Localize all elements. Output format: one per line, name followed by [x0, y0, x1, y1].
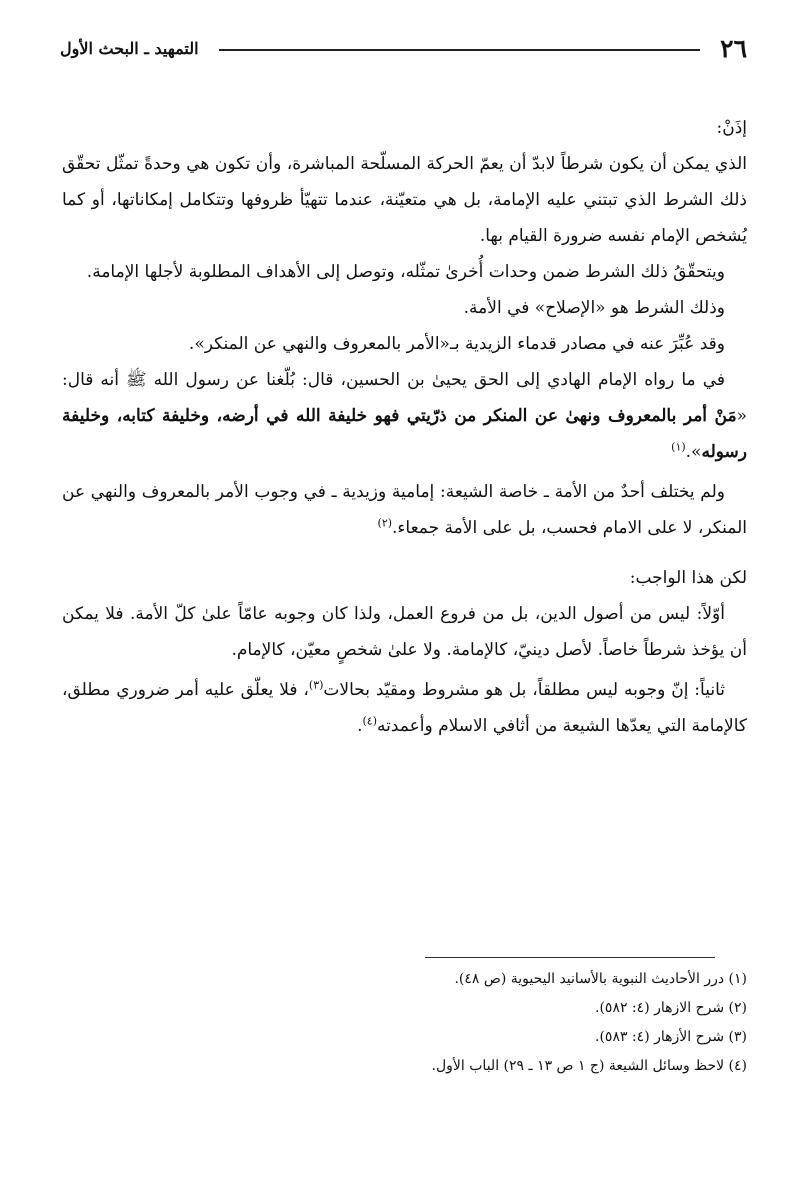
page-number: ٢٦ [720, 33, 747, 63]
hadith-quote: مَنْ أمر بالمعروف ونهىٰ عن المنكر من ذرّيتي فهو خليفة الله في أرضه، وخليفة كتابه، وخليفة رسوله [62, 406, 747, 462]
paragraph-8-text-a: ثانياً: إنّ وجوبه ليس مطلقاً، بل هو مشروط ومقيّد بحالات [323, 680, 725, 700]
paragraph-8 [62, 672, 747, 744]
paragraph-6-text: ولم يختلف أحدٌ من الأمة ـ خاصة الشيعة: إمامية وزيدية ـ في وجوب الأمر بالمعروف والنهي عن المنكر، لا على الامام فحسب، بل على الأمة جمعاء. [62, 482, 747, 538]
paragraph-7: أوّلاً: ليس من أصول الدين، بل من فروع العمل، ولذا كان وجوبه عامّاً علىٰ كلّ الأمة. فلا يمكن أن يؤخذ شرطاً خاصاً. لأصل دينيّ، كالإمامة. ولا علىٰ شخصٍ معيّن، كالإمام. [62, 604, 747, 660]
footnote-ref-4[interactable]: (٤) [362, 714, 377, 728]
paragraph-4: وقد عُبِّرَ عنه في مصادر قدماء الزيدية بـ«الأمر بالمعروف والنهي عن المنكر». [188, 334, 725, 354]
footnotes [62, 965, 747, 1081]
footnote-4: (٤) لاحظ وسائل الشيعة (ج ١ ص ١٣ ـ ٢٩) الباب الأول. [431, 1058, 747, 1074]
footnote-2: (٢) شرح الازهار (٤: ٥٨٢). [595, 1000, 747, 1016]
header-rule [219, 49, 701, 51]
page-header [60, 30, 747, 66]
running-head: التمهيد ـ البحث الأول [60, 38, 199, 58]
paragraph-2: ويتحقّقُ ذلك الشرط ضمن وحدات أُخرىٰ تمثّله، وتوصل إلى الأهداف المطلوبة لأجلها الإمامة. [86, 262, 725, 282]
footnote-ref-2[interactable]: (٢) [377, 516, 393, 530]
footnote-3: (٣) شرح الأزهار (٤: ٥٨٣). [595, 1029, 747, 1045]
paragraph-1: الذي يمكن أن يكون شرطاً لابدّ أن يعمّ الحركة المسلّحة المباشرة، وأن تكون هي وحدةً تمثّل تحقّق ذلك الشرط الذي تبتني عليه الإمامة، بل هي متعيّنة، عندما تتهيّأ ظروفها وتتكامل إمكاناتها، أو كما يُشخص الإمام نفسه ضرورة القيام بها. [62, 154, 747, 246]
heading-idhan: إذَنْ: [716, 118, 747, 138]
paragraph-5 [62, 362, 747, 470]
heading-wajib: لكن هذا الواجب: [629, 568, 747, 588]
footnote-1: (١) درر الأحاديث النبوية بالأسانيد اليحيوية (ص ٤٨). [454, 971, 747, 987]
main-text [62, 110, 747, 744]
footnote-ref-3[interactable]: (٣) [308, 678, 324, 692]
paragraph-3: وذلك الشرط هو «الإصلاح» في الأمة. [463, 298, 725, 318]
paragraph-8-end: . [357, 716, 363, 736]
footnote-ref-1[interactable]: (١) [671, 440, 686, 454]
footnote-rule [425, 957, 715, 958]
paragraph-5-close: ». [685, 442, 702, 462]
paragraph-5-intro: في ما رواه الإمام الهادي إلى الحق يحيىٰ بن الحسين، قال: بُلّغنا عن رسول الله ﷺ أنه قال: « [62, 370, 747, 426]
paragraph-8-text-b: ، فلا يعلّق عليه أمر ضروري مطلق، كالإمامة التي يعدّها الشيعة من أثافي الاسلام وأعمدته [62, 680, 747, 736]
paragraph-6 [62, 474, 747, 546]
